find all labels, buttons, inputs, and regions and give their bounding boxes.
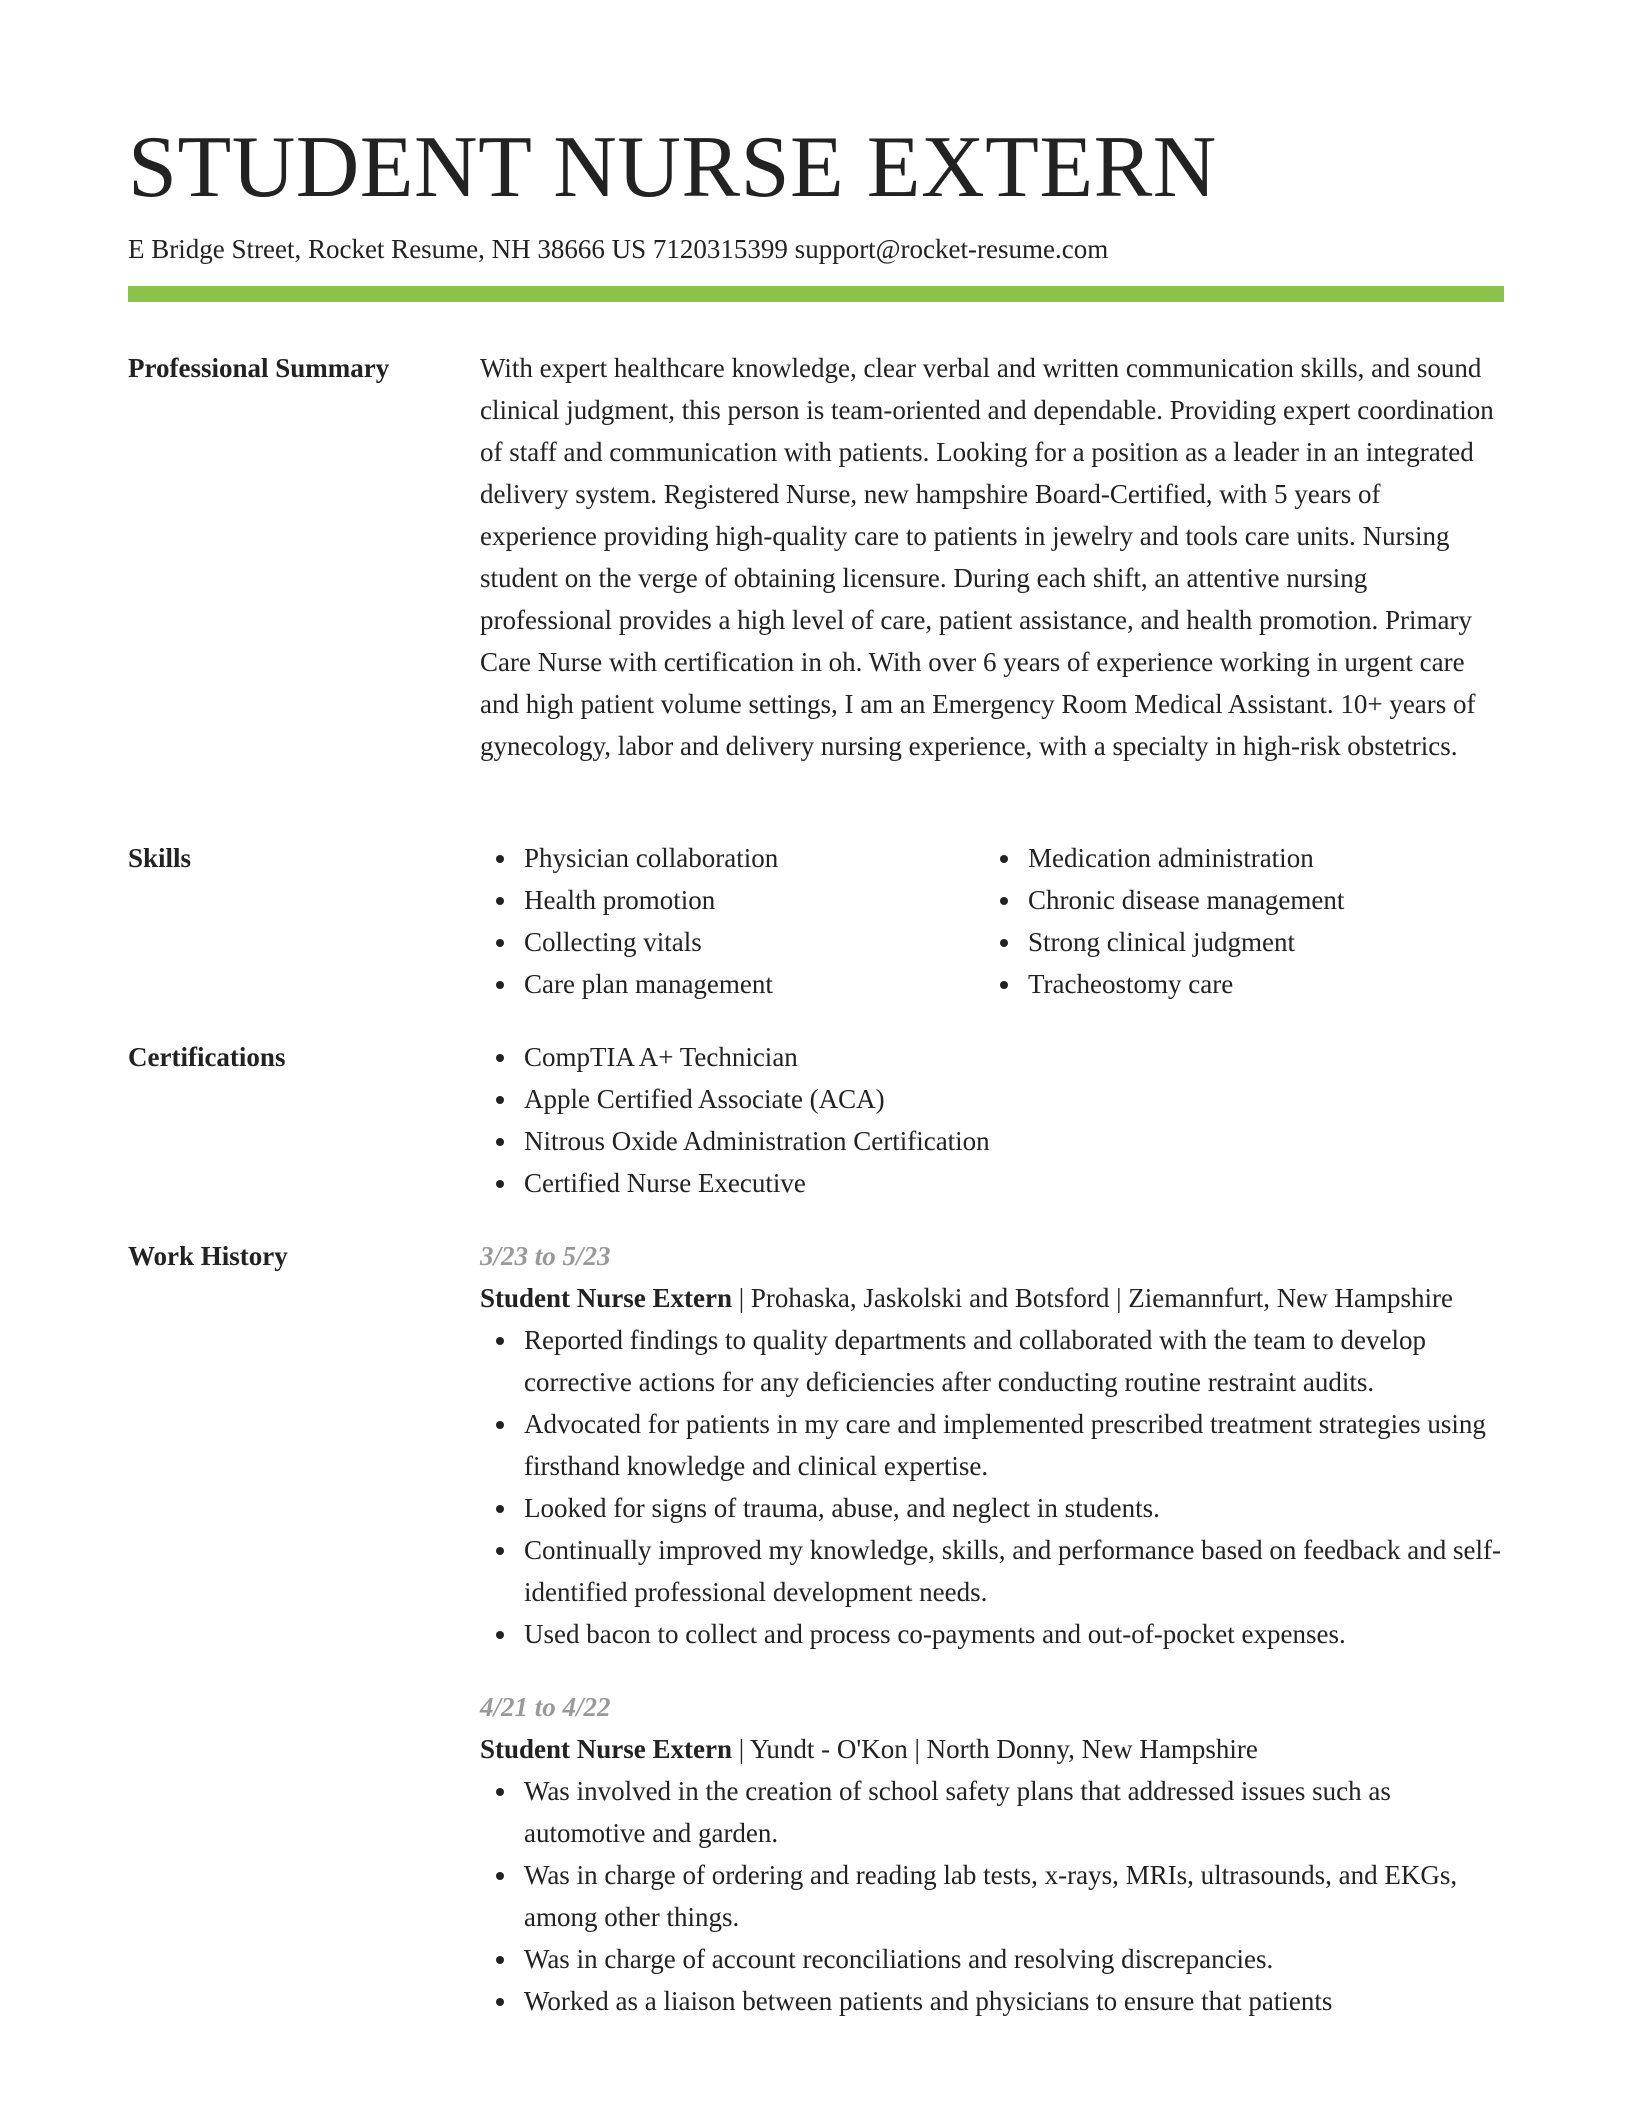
job-bullet: Used bacon to collect and process co-payments and out-of-pocket expenses.	[524, 1613, 1504, 1655]
certification-item: Certified Nurse Executive	[524, 1162, 1504, 1204]
skill-item: Physician collaboration	[524, 837, 984, 879]
job-title-line	[480, 1277, 1504, 1319]
skill-item: Health promotion	[524, 879, 984, 921]
contact-line: E Bridge Street, Rocket Resume, NH 38666 US 7120315399 support@rocket-resume.com	[128, 234, 1109, 264]
certifications-list	[480, 1036, 1504, 1204]
job-bullet: Advocated for patients in my care and implemented prescribed treatment strategies using firsthand knowledge and clinical expertise.	[524, 1403, 1504, 1487]
job-title-line	[480, 1728, 1504, 1770]
skills-list-left	[480, 837, 984, 1005]
skill-item: Strong clinical judgment	[1028, 921, 1488, 963]
skill-item: Chronic disease management	[1028, 879, 1488, 921]
job-bullets	[480, 1319, 1504, 1655]
certification-item: CompTIA A+ Technician	[524, 1036, 1504, 1078]
header-divider	[128, 286, 1504, 302]
job-bullets	[480, 1770, 1504, 2022]
job-bullet: Reported findings to quality departments and collaborated with the team to develop corrective actions for any deficiencies after conducting routine restraint audits.	[524, 1319, 1504, 1403]
skill-item: Collecting vitals	[524, 921, 984, 963]
summary-text: With expert healthcare knowledge, clear verbal and written communication skills, and sound clinical judgment, this person is team-oriented and dependable. Providing expert coordination of staff and communication with patients. Looking for a position as a leader in an integrated delivery system. Registered Nurse, new hampshire Board-Certified, with 5 years of experience providing high-quality care to patients in jewelry and tools care units. Nursing student on the verge of obtaining licensure. During each shift, an attentive nursing professional provides a high level of care, patient assistance, and health promotion. Primary Care Nurse with certification in oh. With over 6 years of experience working in urgent care and high patient volume settings, I am an Emergency Room Medical Assistant. 10+ years of gynecology, labor and delivery nursing experience, with a specialty in high-risk obstetrics.	[480, 353, 1494, 761]
job-bullet: Was involved in the creation of school safety plans that addressed issues such as automotive and garden.	[524, 1770, 1504, 1854]
summary-heading: Professional Summary	[128, 353, 390, 383]
skills-body	[480, 837, 1504, 1005]
skills-list-right	[984, 837, 1488, 1005]
job-bullet: Continually improved my knowledge, skills, and performance based on feedback and self-identified professional development needs.	[524, 1529, 1504, 1613]
work-history-body	[480, 1235, 1504, 2022]
job-bullet: Was in charge of account reconciliations and resolving discrepancies.	[524, 1938, 1504, 1980]
job-entry	[480, 1686, 1504, 2022]
skills-heading: Skills	[128, 843, 192, 873]
skill-item: Care plan management	[524, 963, 984, 1005]
certification-item: Nitrous Oxide Administration Certification	[524, 1120, 1504, 1162]
certifications-heading: Certifications	[128, 1042, 286, 1072]
job-details: | Prohaska, Jaskolski and Botsford | Ziemannfurt, New Hampshire	[732, 1283, 1453, 1313]
job-dates: 3/23 to 5/23	[480, 1241, 611, 1271]
job-role: Student Nurse Extern	[480, 1734, 733, 1764]
job-bullet: Worked as a liaison between patients and physicians to ensure that patients	[524, 1980, 1504, 2022]
skills-grid	[480, 837, 1504, 1005]
job-entry	[480, 1235, 1504, 1655]
summary-body	[480, 347, 1504, 767]
certifications-body	[480, 1036, 1504, 1204]
skill-item: Tracheostomy care	[1028, 963, 1488, 1005]
job-dates: 4/21 to 4/22	[480, 1692, 611, 1722]
work-history-heading: Work History	[128, 1241, 288, 1271]
job-bullet: Looked for signs of trauma, abuse, and neglect in students.	[524, 1487, 1504, 1529]
job-bullet: Was in charge of ordering and reading lab tests, x-rays, MRIs, ultrasounds, and EKGs, among other things.	[524, 1854, 1504, 1938]
skill-item: Medication administration	[1028, 837, 1488, 879]
job-details: | Yundt - O'Kon | North Donny, New Hampshire	[732, 1734, 1258, 1764]
certification-item: Apple Certified Associate (ACA)	[524, 1078, 1504, 1120]
job-role: Student Nurse Extern	[480, 1283, 733, 1313]
resume-name: STUDENT NURSE EXTERN	[128, 119, 1217, 216]
